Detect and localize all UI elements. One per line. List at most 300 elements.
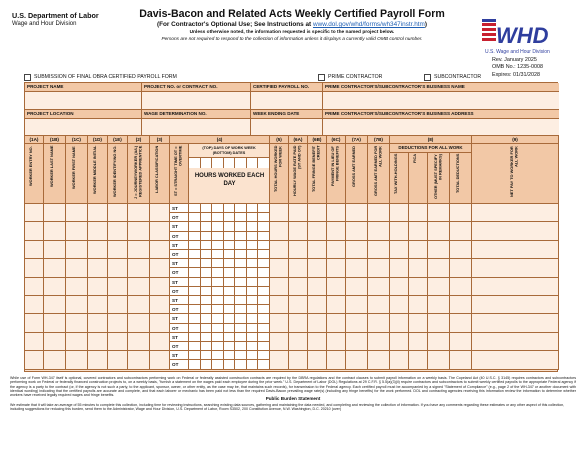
hours-cell[interactable]: [201, 342, 213, 351]
day-slot[interactable]: [189, 158, 201, 168]
row-cell-c15[interactable]: [472, 351, 559, 369]
row-cell-d1[interactable]: [390, 314, 409, 332]
row-cell-c3[interactable]: [66, 333, 88, 351]
row-cell-c11[interactable]: [308, 296, 327, 314]
row-cell-c9[interactable]: [270, 222, 289, 240]
hours-cell[interactable]: [201, 241, 213, 250]
project-location-field[interactable]: [25, 119, 142, 136]
row-cell-c5[interactable]: [108, 333, 128, 351]
row-cell-c13[interactable]: [346, 259, 368, 277]
hours-cell[interactable]: [224, 287, 236, 296]
row-cell-c5[interactable]: [108, 314, 128, 332]
row-cell-d1[interactable]: [390, 241, 409, 259]
row-cell-c5[interactable]: [108, 204, 128, 222]
row-cell-c10[interactable]: [289, 278, 308, 296]
hours-cell[interactable]: [247, 360, 259, 369]
hours-cell[interactable]: [258, 250, 270, 259]
hours-cell[interactable]: [235, 213, 247, 222]
row-cell-d1[interactable]: [390, 351, 409, 369]
payroll-no-field[interactable]: [251, 92, 323, 110]
hours-cell[interactable]: [212, 241, 224, 250]
row-cell-c7[interactable]: [150, 333, 170, 351]
row-cell-d3[interactable]: [428, 351, 450, 369]
row-cell-d4[interactable]: [450, 333, 472, 351]
hours-cell[interactable]: [224, 360, 236, 369]
row-cell-c2[interactable]: [44, 296, 66, 314]
row-cell-d4[interactable]: [450, 241, 472, 259]
row-cell-c6[interactable]: [128, 204, 150, 222]
row-cell-c4[interactable]: [88, 222, 108, 240]
row-cell-c15[interactable]: [472, 222, 559, 240]
row-cell-c2[interactable]: [44, 278, 66, 296]
row-cell-c12[interactable]: [327, 278, 346, 296]
row-cell-c3[interactable]: [66, 204, 88, 222]
hours-cell[interactable]: [224, 222, 236, 231]
row-cell-d2[interactable]: [409, 241, 428, 259]
hours-cell[interactable]: [201, 278, 213, 287]
row-cell-c3[interactable]: [66, 278, 88, 296]
hours-cell[interactable]: [189, 287, 201, 296]
row-cell-c10[interactable]: [289, 351, 308, 369]
row-cell-c2[interactable]: [44, 204, 66, 222]
row-cell-d2[interactable]: [409, 278, 428, 296]
day-slot[interactable]: [201, 158, 213, 168]
row-cell-c1[interactable]: [25, 241, 44, 259]
hours-cell[interactable]: [224, 204, 236, 213]
hours-cell[interactable]: [189, 278, 201, 287]
hours-cell[interactable]: [189, 250, 201, 259]
row-cell-c2[interactable]: [44, 314, 66, 332]
hours-cell[interactable]: [201, 351, 213, 360]
hours-cell[interactable]: [235, 241, 247, 250]
row-cell-c3[interactable]: [66, 296, 88, 314]
row-cell-c11[interactable]: [308, 241, 327, 259]
day-slot[interactable]: [235, 158, 247, 168]
hours-cell[interactable]: [212, 351, 224, 360]
row-cell-c4[interactable]: [88, 259, 108, 277]
row-cell-c5[interactable]: [108, 222, 128, 240]
row-cell-d3[interactable]: [428, 204, 450, 222]
row-cell-d3[interactable]: [428, 333, 450, 351]
hours-cell[interactable]: [201, 250, 213, 259]
row-cell-d2[interactable]: [409, 222, 428, 240]
row-cell-c6[interactable]: [128, 241, 150, 259]
hours-cell[interactable]: [235, 360, 247, 369]
hours-cell[interactable]: [201, 268, 213, 277]
hours-cell[interactable]: [258, 259, 270, 268]
hours-cell[interactable]: [201, 296, 213, 305]
hours-cell[interactable]: [189, 222, 201, 231]
row-cell-c13[interactable]: [346, 351, 368, 369]
hours-cell[interactable]: [247, 296, 259, 305]
row-cell-c10[interactable]: [289, 241, 308, 259]
hours-cell[interactable]: [235, 333, 247, 342]
row-cell-c13[interactable]: [346, 278, 368, 296]
hours-cell[interactable]: [212, 324, 224, 333]
row-cell-d4[interactable]: [450, 278, 472, 296]
row-cell-c13[interactable]: [346, 241, 368, 259]
row-cell-c6[interactable]: [128, 259, 150, 277]
hours-cell[interactable]: [212, 333, 224, 342]
row-cell-d4[interactable]: [450, 296, 472, 314]
hours-cell[interactable]: [235, 259, 247, 268]
row-cell-c1[interactable]: [25, 278, 44, 296]
hours-cell[interactable]: [258, 342, 270, 351]
row-cell-c1[interactable]: [25, 222, 44, 240]
hours-cell[interactable]: [212, 204, 224, 213]
hours-cell[interactable]: [212, 268, 224, 277]
row-cell-c2[interactable]: [44, 259, 66, 277]
row-cell-c12[interactable]: [327, 333, 346, 351]
hours-cell[interactable]: [212, 296, 224, 305]
hours-cell[interactable]: [247, 324, 259, 333]
day-slot[interactable]: [224, 158, 236, 168]
hours-cell[interactable]: [258, 360, 270, 369]
hours-cell[interactable]: [189, 324, 201, 333]
hours-cell[interactable]: [258, 268, 270, 277]
row-cell-c15[interactable]: [472, 204, 559, 222]
row-cell-c4[interactable]: [88, 333, 108, 351]
hours-cell[interactable]: [235, 204, 247, 213]
hours-cell[interactable]: [235, 278, 247, 287]
project-name-field[interactable]: [25, 92, 142, 110]
hours-cell[interactable]: [247, 232, 259, 241]
hours-cell[interactable]: [212, 259, 224, 268]
row-cell-c5[interactable]: [108, 296, 128, 314]
hours-cell[interactable]: [258, 333, 270, 342]
hours-cell[interactable]: [212, 250, 224, 259]
row-cell-d3[interactable]: [428, 259, 450, 277]
row-cell-c4[interactable]: [88, 241, 108, 259]
row-cell-c5[interactable]: [108, 241, 128, 259]
row-cell-c3[interactable]: [66, 222, 88, 240]
row-cell-c5[interactable]: [108, 278, 128, 296]
row-cell-d4[interactable]: [450, 314, 472, 332]
hours-cell[interactable]: [201, 232, 213, 241]
row-cell-c13[interactable]: [346, 296, 368, 314]
hours-cell[interactable]: [247, 213, 259, 222]
hours-cell[interactable]: [189, 204, 201, 213]
row-cell-d1[interactable]: [390, 278, 409, 296]
hours-cell[interactable]: [235, 351, 247, 360]
row-cell-c1[interactable]: [25, 259, 44, 277]
hours-cell[interactable]: [201, 259, 213, 268]
row-cell-c9[interactable]: [270, 278, 289, 296]
hours-cell[interactable]: [212, 305, 224, 314]
hours-cell[interactable]: [224, 351, 236, 360]
row-cell-c10[interactable]: [289, 204, 308, 222]
row-cell-c5[interactable]: [108, 351, 128, 369]
row-cell-d2[interactable]: [409, 296, 428, 314]
row-cell-d4[interactable]: [450, 204, 472, 222]
hours-cell[interactable]: [212, 232, 224, 241]
row-cell-c1[interactable]: [25, 296, 44, 314]
row-cell-c9[interactable]: [270, 314, 289, 332]
hours-cell[interactable]: [235, 342, 247, 351]
prime-contractor-checkbox[interactable]: [318, 74, 325, 81]
row-cell-c10[interactable]: [289, 222, 308, 240]
row-cell-d1[interactable]: [390, 296, 409, 314]
row-cell-c7[interactable]: [150, 241, 170, 259]
business-address-field[interactable]: [323, 119, 559, 136]
row-cell-c1[interactable]: [25, 333, 44, 351]
row-cell-d4[interactable]: [450, 222, 472, 240]
hours-cell[interactable]: [189, 342, 201, 351]
hours-cell[interactable]: [258, 241, 270, 250]
row-cell-d2[interactable]: [409, 314, 428, 332]
row-cell-c2[interactable]: [44, 333, 66, 351]
row-cell-c4[interactable]: [88, 278, 108, 296]
hours-cell[interactable]: [224, 241, 236, 250]
hours-cell[interactable]: [201, 287, 213, 296]
hours-cell[interactable]: [247, 287, 259, 296]
row-cell-c3[interactable]: [66, 351, 88, 369]
hours-cell[interactable]: [247, 268, 259, 277]
row-cell-d2[interactable]: [409, 204, 428, 222]
row-cell-c2[interactable]: [44, 222, 66, 240]
row-cell-c15[interactable]: [472, 259, 559, 277]
hours-cell[interactable]: [258, 232, 270, 241]
row-cell-c14[interactable]: [368, 314, 390, 332]
hours-cell[interactable]: [258, 314, 270, 323]
hours-cell[interactable]: [247, 305, 259, 314]
row-cell-c11[interactable]: [308, 314, 327, 332]
hours-cell[interactable]: [189, 333, 201, 342]
row-cell-c12[interactable]: [327, 314, 346, 332]
row-cell-c13[interactable]: [346, 314, 368, 332]
hours-cell[interactable]: [189, 296, 201, 305]
hours-cell[interactable]: [224, 314, 236, 323]
hours-cell[interactable]: [247, 351, 259, 360]
hours-cell[interactable]: [212, 213, 224, 222]
hours-cell[interactable]: [258, 213, 270, 222]
row-cell-c9[interactable]: [270, 333, 289, 351]
hours-cell[interactable]: [235, 232, 247, 241]
row-cell-c2[interactable]: [44, 241, 66, 259]
hours-cell[interactable]: [258, 351, 270, 360]
row-cell-c12[interactable]: [327, 296, 346, 314]
hours-cell[interactable]: [235, 314, 247, 323]
row-cell-d3[interactable]: [428, 222, 450, 240]
row-cell-c14[interactable]: [368, 333, 390, 351]
row-cell-c2[interactable]: [44, 351, 66, 369]
row-cell-c13[interactable]: [346, 333, 368, 351]
row-cell-c4[interactable]: [88, 204, 108, 222]
row-cell-c9[interactable]: [270, 259, 289, 277]
row-cell-c10[interactable]: [289, 314, 308, 332]
row-cell-c4[interactable]: [88, 351, 108, 369]
row-cell-c14[interactable]: [368, 259, 390, 277]
hours-cell[interactable]: [212, 360, 224, 369]
row-cell-c11[interactable]: [308, 278, 327, 296]
row-cell-c15[interactable]: [472, 314, 559, 332]
hours-cell[interactable]: [201, 305, 213, 314]
row-cell-d3[interactable]: [428, 314, 450, 332]
row-cell-c3[interactable]: [66, 259, 88, 277]
row-cell-c1[interactable]: [25, 314, 44, 332]
row-cell-c5[interactable]: [108, 259, 128, 277]
row-cell-d1[interactable]: [390, 259, 409, 277]
row-cell-c7[interactable]: [150, 259, 170, 277]
hours-cell[interactable]: [235, 296, 247, 305]
row-cell-c15[interactable]: [472, 278, 559, 296]
hours-cell[interactable]: [201, 204, 213, 213]
row-cell-c3[interactable]: [66, 241, 88, 259]
hours-cell[interactable]: [189, 351, 201, 360]
hours-cell[interactable]: [189, 360, 201, 369]
hours-cell[interactable]: [235, 268, 247, 277]
row-cell-c9[interactable]: [270, 241, 289, 259]
hours-cell[interactable]: [258, 278, 270, 287]
hours-cell[interactable]: [247, 222, 259, 231]
row-cell-d3[interactable]: [428, 278, 450, 296]
hours-cell[interactable]: [247, 250, 259, 259]
row-cell-c7[interactable]: [150, 296, 170, 314]
row-cell-c12[interactable]: [327, 259, 346, 277]
row-cell-c12[interactable]: [327, 204, 346, 222]
row-cell-c14[interactable]: [368, 204, 390, 222]
row-cell-c12[interactable]: [327, 222, 346, 240]
hours-cell[interactable]: [189, 314, 201, 323]
hours-cell[interactable]: [258, 204, 270, 213]
instructions-link[interactable]: www.dol.gov/whd/forms/wh347instr.htm: [312, 21, 425, 28]
day-slot[interactable]: [247, 158, 259, 168]
hours-cell[interactable]: [224, 305, 236, 314]
hours-cell[interactable]: [201, 213, 213, 222]
row-cell-d1[interactable]: [390, 333, 409, 351]
row-cell-d4[interactable]: [450, 259, 472, 277]
row-cell-c7[interactable]: [150, 278, 170, 296]
row-cell-c7[interactable]: [150, 222, 170, 240]
hours-cell[interactable]: [212, 278, 224, 287]
week-ending-field[interactable]: [251, 119, 323, 136]
hours-cell[interactable]: [235, 287, 247, 296]
row-cell-c4[interactable]: [88, 296, 108, 314]
hours-cell[interactable]: [258, 305, 270, 314]
row-cell-c15[interactable]: [472, 333, 559, 351]
row-cell-c9[interactable]: [270, 351, 289, 369]
row-cell-c7[interactable]: [150, 314, 170, 332]
row-cell-c11[interactable]: [308, 351, 327, 369]
row-cell-c10[interactable]: [289, 259, 308, 277]
row-cell-d2[interactable]: [409, 333, 428, 351]
hours-cell[interactable]: [247, 241, 259, 250]
row-cell-d3[interactable]: [428, 241, 450, 259]
row-cell-c1[interactable]: [25, 204, 44, 222]
row-cell-c7[interactable]: [150, 204, 170, 222]
row-cell-c14[interactable]: [368, 351, 390, 369]
row-cell-d1[interactable]: [390, 222, 409, 240]
hours-cell[interactable]: [201, 333, 213, 342]
subcontractor-checkbox[interactable]: [424, 74, 431, 81]
final-submission-checkbox[interactable]: [24, 74, 31, 81]
hours-cell[interactable]: [235, 305, 247, 314]
row-cell-c14[interactable]: [368, 296, 390, 314]
business-name-field[interactable]: [323, 92, 559, 110]
hours-cell[interactable]: [212, 342, 224, 351]
row-cell-c14[interactable]: [368, 278, 390, 296]
row-cell-c12[interactable]: [327, 351, 346, 369]
row-cell-d4[interactable]: [450, 351, 472, 369]
row-cell-c4[interactable]: [88, 314, 108, 332]
hours-cell[interactable]: [224, 342, 236, 351]
day-slot[interactable]: [212, 158, 224, 168]
hours-cell[interactable]: [247, 259, 259, 268]
row-cell-c9[interactable]: [270, 204, 289, 222]
hours-cell[interactable]: [201, 324, 213, 333]
hours-cell[interactable]: [189, 232, 201, 241]
hours-cell[interactable]: [201, 360, 213, 369]
row-cell-c6[interactable]: [128, 278, 150, 296]
hours-cell[interactable]: [224, 268, 236, 277]
row-cell-c11[interactable]: [308, 222, 327, 240]
hours-cell[interactable]: [201, 314, 213, 323]
hours-cell[interactable]: [224, 232, 236, 241]
row-cell-c11[interactable]: [308, 204, 327, 222]
hours-cell[interactable]: [212, 314, 224, 323]
hours-cell[interactable]: [258, 287, 270, 296]
row-cell-c6[interactable]: [128, 296, 150, 314]
row-cell-c11[interactable]: [308, 259, 327, 277]
hours-cell[interactable]: [224, 333, 236, 342]
hours-cell[interactable]: [247, 204, 259, 213]
hours-cell[interactable]: [258, 324, 270, 333]
row-cell-c6[interactable]: [128, 314, 150, 332]
hours-cell[interactable]: [224, 278, 236, 287]
row-cell-c1[interactable]: [25, 351, 44, 369]
hours-cell[interactable]: [247, 342, 259, 351]
hours-cell[interactable]: [189, 305, 201, 314]
hours-cell[interactable]: [224, 213, 236, 222]
hours-cell[interactable]: [235, 324, 247, 333]
row-cell-c15[interactable]: [472, 241, 559, 259]
hours-cell[interactable]: [212, 287, 224, 296]
row-cell-c6[interactable]: [128, 222, 150, 240]
row-cell-c6[interactable]: [128, 351, 150, 369]
hours-cell[interactable]: [247, 278, 259, 287]
hours-cell[interactable]: [224, 324, 236, 333]
row-cell-c6[interactable]: [128, 333, 150, 351]
row-cell-c10[interactable]: [289, 296, 308, 314]
row-cell-d3[interactable]: [428, 296, 450, 314]
hours-cell[interactable]: [247, 333, 259, 342]
hours-cell[interactable]: [258, 222, 270, 231]
row-cell-d1[interactable]: [390, 204, 409, 222]
hours-cell[interactable]: [235, 250, 247, 259]
day-slot[interactable]: [258, 158, 270, 168]
hours-cell[interactable]: [224, 296, 236, 305]
row-cell-c13[interactable]: [346, 204, 368, 222]
hours-cell[interactable]: [224, 259, 236, 268]
row-cell-c12[interactable]: [327, 241, 346, 259]
hours-cell[interactable]: [247, 314, 259, 323]
hours-cell[interactable]: [189, 213, 201, 222]
row-cell-c14[interactable]: [368, 222, 390, 240]
row-cell-c11[interactable]: [308, 333, 327, 351]
hours-cell[interactable]: [189, 268, 201, 277]
row-cell-c15[interactable]: [472, 296, 559, 314]
row-cell-c9[interactable]: [270, 296, 289, 314]
row-cell-d2[interactable]: [409, 351, 428, 369]
project-no-field[interactable]: [142, 92, 251, 110]
hours-cell[interactable]: [189, 259, 201, 268]
row-cell-d2[interactable]: [409, 259, 428, 277]
hours-cell[interactable]: [212, 222, 224, 231]
hours-cell[interactable]: [224, 250, 236, 259]
row-cell-c7[interactable]: [150, 351, 170, 369]
hours-cell[interactable]: [235, 222, 247, 231]
row-cell-c14[interactable]: [368, 241, 390, 259]
